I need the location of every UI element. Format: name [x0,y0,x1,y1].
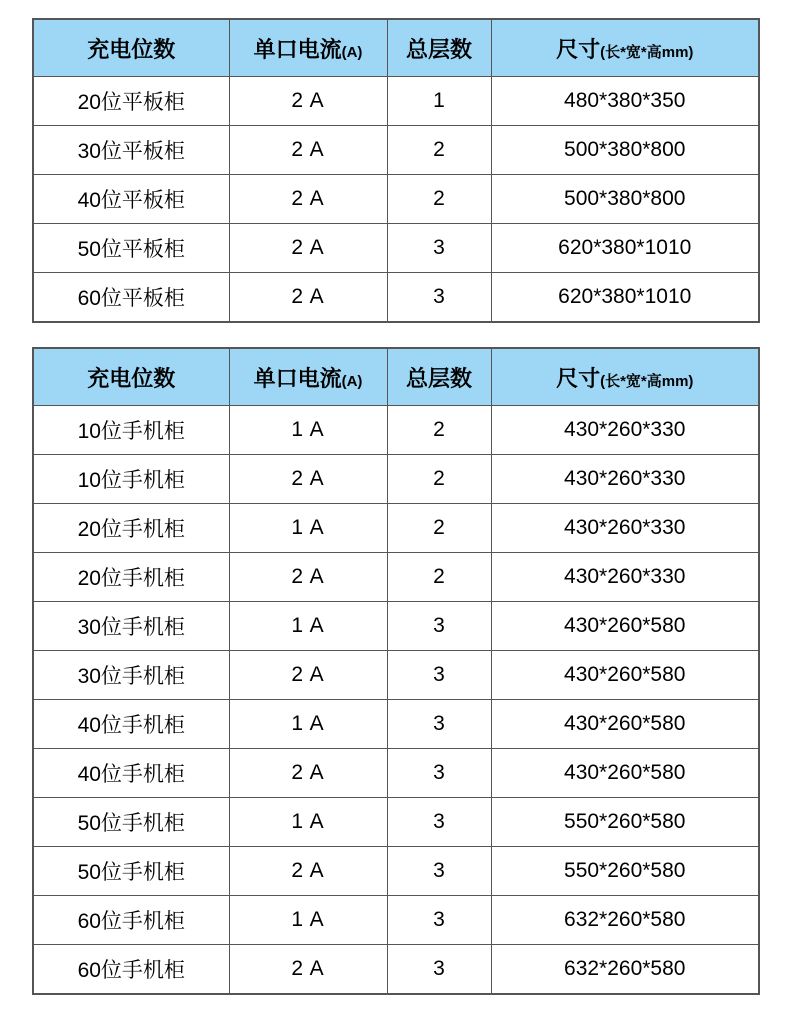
cell-port-current: 1 A [229,896,387,945]
cell-charging-slots: 20位平板柜 [33,77,229,126]
cell-port-current: 2 A [229,749,387,798]
cell-port-current: 1 A [229,406,387,455]
header-label: 总层数 [405,365,472,391]
table-row [33,406,759,455]
cell-total-layers: 2 [387,126,491,175]
column-header-total-layers [387,19,491,77]
table-header [33,348,759,406]
cell-charging-slots: 40位平板柜 [33,175,229,224]
cell-charging-slots: 10位手机柜 [33,406,229,455]
cell-port-current: 2 A [229,945,387,995]
table-row [33,602,759,651]
table-row [33,455,759,504]
cell-port-current: 1 A [229,504,387,553]
cell-dimensions: 500*380*800 [491,126,759,175]
cell-port-current: 2 A [229,553,387,602]
header-label: 单口电流 [253,365,342,391]
cell-port-current: 1 A [229,602,387,651]
cell-dimensions: 632*260*580 [491,896,759,945]
cell-charging-slots: 50位平板柜 [33,224,229,273]
cell-charging-slots: 20位手机柜 [33,553,229,602]
table-row [33,553,759,602]
cell-port-current: 2 A [229,126,387,175]
cell-port-current: 2 A [229,651,387,700]
cell-charging-slots: 40位手机柜 [33,749,229,798]
table-row [33,77,759,126]
header-label: 充电位数 [87,36,176,62]
table-row [33,651,759,700]
cell-dimensions: 430*260*330 [491,455,759,504]
cell-charging-slots: 20位手机柜 [33,504,229,553]
cell-port-current: 2 A [229,224,387,273]
table-row [33,175,759,224]
cell-dimensions: 430*260*580 [491,700,759,749]
header-label: 总层数 [405,36,472,62]
column-header-port-current [229,348,387,406]
flat-cabinet-spec-table [32,18,760,323]
cell-total-layers: 2 [387,455,491,504]
table-row [33,273,759,323]
cell-charging-slots: 50位手机柜 [33,798,229,847]
cell-charging-slots: 30位手机柜 [33,651,229,700]
cell-dimensions: 430*260*580 [491,602,759,651]
table-row [33,504,759,553]
cell-total-layers: 1 [387,77,491,126]
cell-dimensions: 430*260*580 [491,749,759,798]
cell-charging-slots: 60位手机柜 [33,945,229,995]
cell-dimensions: 550*260*580 [491,798,759,847]
table-row [33,847,759,896]
table-row [33,126,759,175]
cell-dimensions: 632*260*580 [491,945,759,995]
header-label: 充电位数 [87,365,176,391]
cell-dimensions: 500*380*800 [491,175,759,224]
cell-total-layers: 2 [387,406,491,455]
table-row [33,945,759,995]
cell-total-layers: 3 [387,749,491,798]
cell-charging-slots: 30位平板柜 [33,126,229,175]
table-row [33,749,759,798]
cell-charging-slots: 30位手机柜 [33,602,229,651]
table-header [33,19,759,77]
cell-dimensions: 430*260*330 [491,504,759,553]
cell-charging-slots: 60位平板柜 [33,273,229,323]
cell-total-layers: 3 [387,651,491,700]
header-sublabel: (A) [341,43,363,61]
cell-total-layers: 3 [387,896,491,945]
column-header-dimensions [491,348,759,406]
cell-total-layers: 3 [387,700,491,749]
header-row [33,19,759,77]
cell-total-layers: 3 [387,798,491,847]
cell-port-current: 2 A [229,175,387,224]
column-header-dimensions [491,19,759,77]
header-sublabel: (A) [341,372,363,390]
column-header-charging-slots [33,348,229,406]
cell-charging-slots: 60位手机柜 [33,896,229,945]
cell-dimensions: 550*260*580 [491,847,759,896]
cell-port-current: 2 A [229,847,387,896]
header-sublabel: (长*宽*高mm) [600,43,694,61]
cell-charging-slots: 40位手机柜 [33,700,229,749]
column-header-total-layers [387,348,491,406]
cell-total-layers: 2 [387,553,491,602]
cell-dimensions: 430*260*580 [491,651,759,700]
cell-dimensions: 480*380*350 [491,77,759,126]
cell-total-layers: 2 [387,175,491,224]
cell-port-current: 1 A [229,700,387,749]
cell-total-layers: 3 [387,224,491,273]
cell-port-current: 2 A [229,273,387,323]
phone-cabinet-spec-table [32,347,760,995]
cell-total-layers: 3 [387,945,491,995]
cell-port-current: 2 A [229,77,387,126]
header-row [33,348,759,406]
column-header-port-current [229,19,387,77]
table-row [33,798,759,847]
table-row [33,896,759,945]
cell-charging-slots: 50位手机柜 [33,847,229,896]
column-header-charging-slots [33,19,229,77]
cell-total-layers: 3 [387,602,491,651]
cell-total-layers: 3 [387,847,491,896]
header-label: 尺寸 [556,365,601,391]
cell-dimensions: 620*380*1010 [491,224,759,273]
cell-port-current: 2 A [229,455,387,504]
cell-total-layers: 3 [387,273,491,323]
cell-charging-slots: 10位手机柜 [33,455,229,504]
header-sublabel: (长*宽*高mm) [600,372,694,390]
cell-total-layers: 2 [387,504,491,553]
table-row [33,700,759,749]
cell-dimensions: 620*380*1010 [491,273,759,323]
table-row [33,224,759,273]
header-label: 尺寸 [556,36,601,62]
cell-dimensions: 430*260*330 [491,553,759,602]
table-body [33,77,759,323]
header-label: 单口电流 [253,36,342,62]
table-body [33,406,759,995]
cell-port-current: 1 A [229,798,387,847]
cell-dimensions: 430*260*330 [491,406,759,455]
